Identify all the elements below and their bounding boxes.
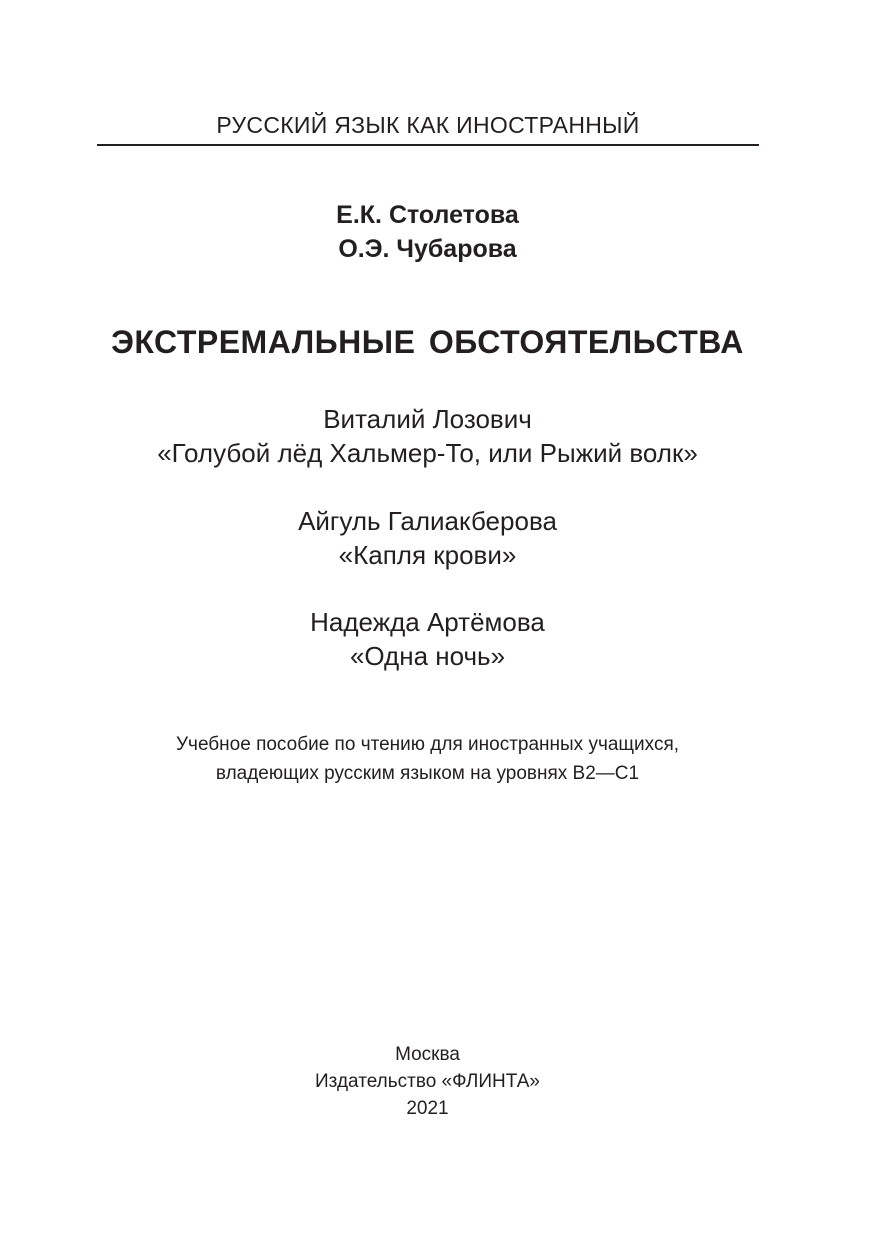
author-name: О.Э. Чубарова [338, 235, 517, 263]
story-title: «Капля крови» [338, 540, 517, 570]
author-name: Е.К. Столетова [336, 201, 519, 229]
description-line: владеющих русским языком на уровнях В2—С1 [215, 763, 640, 784]
imprint-city: Москва [395, 1044, 460, 1065]
story-entry [0, 605, 855, 673]
story-entry [0, 402, 855, 470]
story-title: «Одна ночь» [349, 641, 506, 671]
description-line: Учебное пособие по чтению для иностранных учащихся, [175, 734, 680, 755]
header-divider [97, 144, 759, 146]
story-entry [0, 504, 855, 572]
imprint-publisher: Издательство «ФЛИНТА» [315, 1071, 540, 1092]
book-title: ЭКСТРЕМАЛЬНЫЕ ОБСТОЯТЕЛЬСТВА [111, 324, 744, 360]
book-description [0, 730, 855, 788]
imprint-block [0, 1041, 855, 1122]
story-author: Виталий Лозович [323, 404, 532, 434]
story-author: Айгуль Галиакберова [298, 506, 557, 536]
imprint-year: 2021 [406, 1098, 449, 1119]
story-title: «Голубой лёд Хальмер-То, или Рыжий волк» [157, 438, 698, 468]
story-author: Надежда Артёмова [310, 607, 545, 637]
series-title: РУССКИЙ ЯЗЫК КАК ИНОСТРАННЫЙ [216, 112, 640, 138]
authors-block [0, 198, 855, 266]
